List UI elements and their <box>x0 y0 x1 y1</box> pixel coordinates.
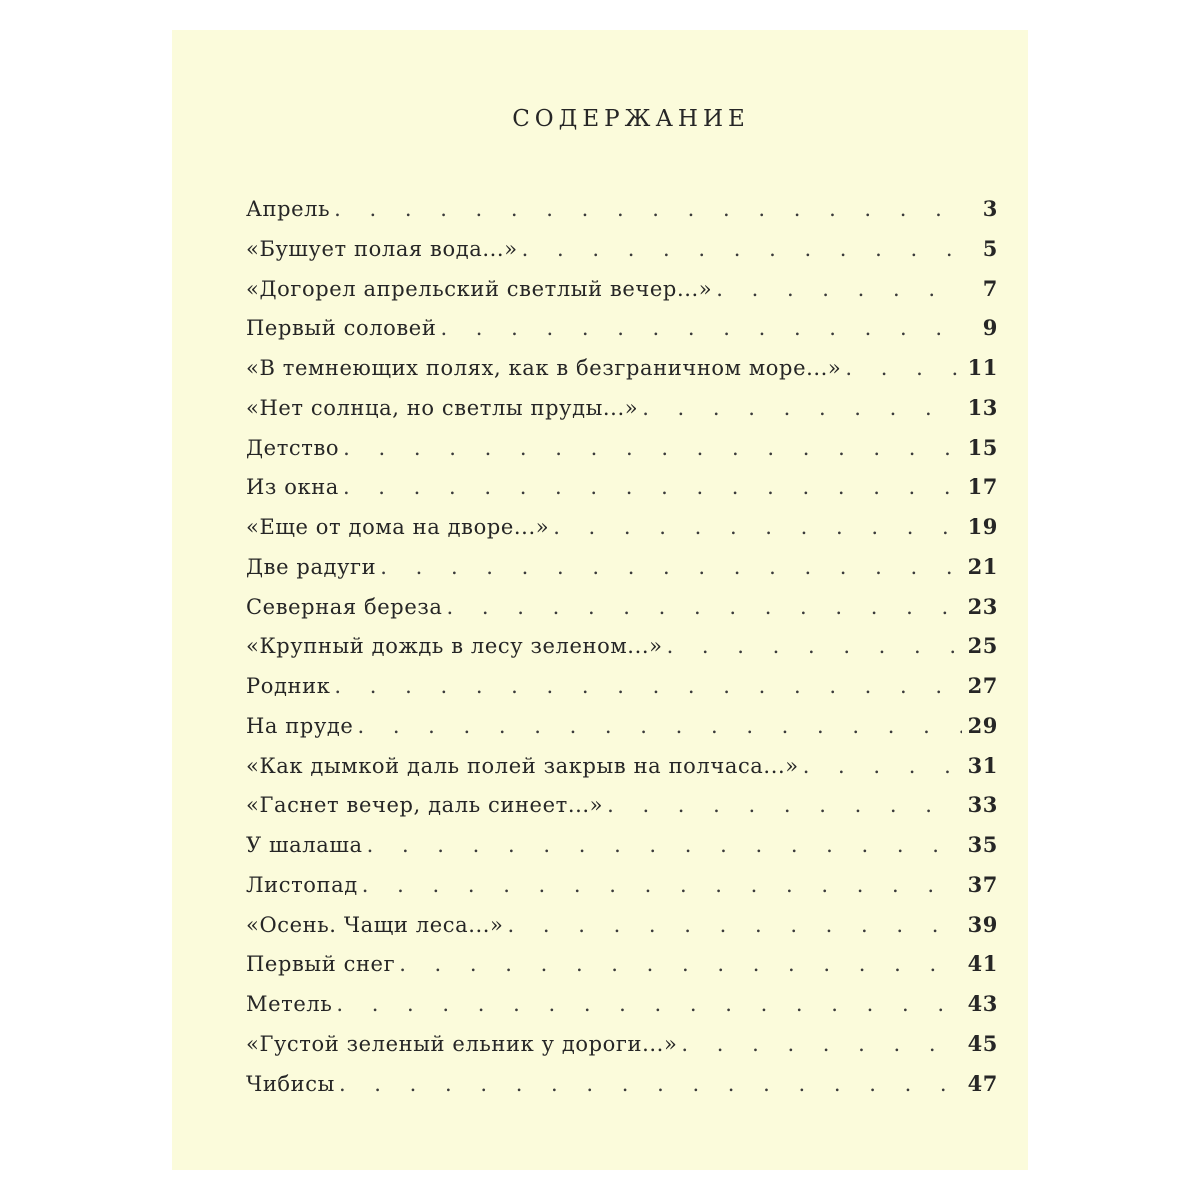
dot-leader <box>367 833 962 857</box>
toc-entry-title: Метель <box>246 992 333 1016</box>
toc-entry <box>246 554 998 594</box>
toc-entry-page-number: 25 <box>967 633 998 659</box>
dot-leader <box>440 316 962 340</box>
toc-entry <box>246 594 998 634</box>
dot-leader <box>334 197 962 221</box>
toc-entry-page-number: 17 <box>967 474 998 500</box>
toc-entry-page-number: 15 <box>967 434 998 460</box>
toc-entry-title: «Осень. Чащи леса...» <box>246 912 504 937</box>
toc-entry-title: Северная береза <box>246 594 443 619</box>
contents-heading: СОДЕРЖАНИЕ <box>512 106 750 132</box>
dot-leader <box>339 1072 962 1096</box>
toc-entry-title: «Нет солнца, но светлы пруды...» <box>246 395 639 420</box>
toc-entry-title: Первый снег <box>246 952 396 977</box>
toc-entry-page-number: 27 <box>967 673 998 698</box>
toc-entry-page-number: 37 <box>967 871 998 897</box>
dot-leader <box>607 793 962 817</box>
toc-entry-title: «В темнеющих полях, как в безграничном море...» <box>246 356 842 380</box>
toc-entry-title: Родник <box>246 674 331 698</box>
toc-entry-page-number: 45 <box>967 1030 998 1056</box>
toc-entry-title: Детство <box>246 435 340 460</box>
toc-entry-title: Чибисы <box>246 1071 335 1096</box>
toc-entry <box>246 753 998 793</box>
toc-entry-page-number: 11 <box>967 355 998 380</box>
toc-entry <box>246 435 998 475</box>
dot-leader <box>343 475 962 499</box>
toc-entry-page-number: 43 <box>967 991 998 1016</box>
toc-entry <box>246 514 998 554</box>
dot-leader <box>845 356 962 380</box>
toc-entry-title: «Как дымкой даль полей закрыв на полчаса...» <box>246 753 799 778</box>
toc-entry-title: «Еще от дома на дворе...» <box>246 515 550 539</box>
toc-entry <box>246 832 998 872</box>
toc-entry-page-number: 41 <box>967 951 998 977</box>
toc-entry-title: На пруде <box>246 713 354 738</box>
toc-entry-page-number: 7 <box>982 275 998 301</box>
dot-leader <box>399 952 962 976</box>
toc-entry-page-number: 19 <box>967 514 998 539</box>
toc-entry <box>246 673 998 713</box>
toc-entry-page-number: 5 <box>982 235 998 261</box>
toc-entry-page-number: 29 <box>967 712 998 738</box>
toc-entry <box>246 395 998 435</box>
toc-entry-title: «Бушует полая вода...» <box>246 236 518 261</box>
toc-entry <box>246 713 998 753</box>
dot-leader <box>553 515 962 539</box>
toc-entry-title: «Крупный дождь в лесу зеленом...» <box>246 634 663 659</box>
toc-entry-page-number: 9 <box>982 315 998 341</box>
dot-leader <box>681 1032 962 1056</box>
dot-leader <box>716 277 962 301</box>
toc-entry-title: Из окна <box>246 475 339 500</box>
toc-entry <box>246 355 998 395</box>
toc-entry-page-number: 13 <box>967 394 998 420</box>
dot-leader <box>803 754 962 778</box>
table-of-contents <box>246 196 998 1110</box>
toc-entry-title: Листопад <box>246 872 358 897</box>
toc-entry-page-number: 23 <box>967 593 998 619</box>
toc-entry <box>246 315 998 355</box>
toc-entry <box>246 792 998 832</box>
toc-entry-title: Апрель <box>246 197 331 221</box>
dot-leader <box>522 237 962 261</box>
toc-entry <box>246 912 998 952</box>
toc-entry <box>246 1071 998 1111</box>
toc-entry <box>246 633 998 673</box>
dot-leader <box>508 913 962 937</box>
dot-leader <box>336 992 962 1016</box>
toc-entry <box>246 236 998 276</box>
toc-entry-page-number: 3 <box>982 196 998 221</box>
dot-leader <box>380 555 962 579</box>
dot-leader <box>357 714 962 738</box>
toc-entry-title: Две радуги <box>246 554 377 579</box>
toc-entry <box>246 196 998 236</box>
toc-entry-page-number: 35 <box>967 832 998 857</box>
dot-leader <box>343 436 962 460</box>
dot-leader <box>362 873 962 897</box>
dot-leader <box>447 595 962 619</box>
toc-entry-title: Первый соловей <box>246 316 437 341</box>
toc-entry <box>246 276 998 316</box>
toc-entry <box>246 474 998 514</box>
toc-entry-page-number: 21 <box>967 553 998 579</box>
dot-leader <box>334 674 962 698</box>
book-page <box>172 30 1028 1170</box>
toc-entry-title: «Догорел апрельский светлый вечер...» <box>246 276 713 301</box>
toc-entry-title: «Густой зеленый ельник у дороги...» <box>246 1031 678 1056</box>
toc-entry-title: У шалаша <box>246 833 363 857</box>
toc-entry <box>246 991 998 1031</box>
dot-leader <box>642 396 962 420</box>
toc-entry-page-number: 31 <box>967 752 998 778</box>
toc-entry <box>246 1031 998 1071</box>
toc-entry-page-number: 47 <box>967 1070 998 1096</box>
toc-entry-title: «Гаснет вечер, даль синеет...» <box>246 793 604 818</box>
toc-entry-page-number: 39 <box>967 911 998 937</box>
dot-leader <box>667 634 962 658</box>
toc-entry-page-number: 33 <box>967 792 998 818</box>
toc-entry <box>246 872 998 912</box>
toc-entry <box>246 951 998 991</box>
